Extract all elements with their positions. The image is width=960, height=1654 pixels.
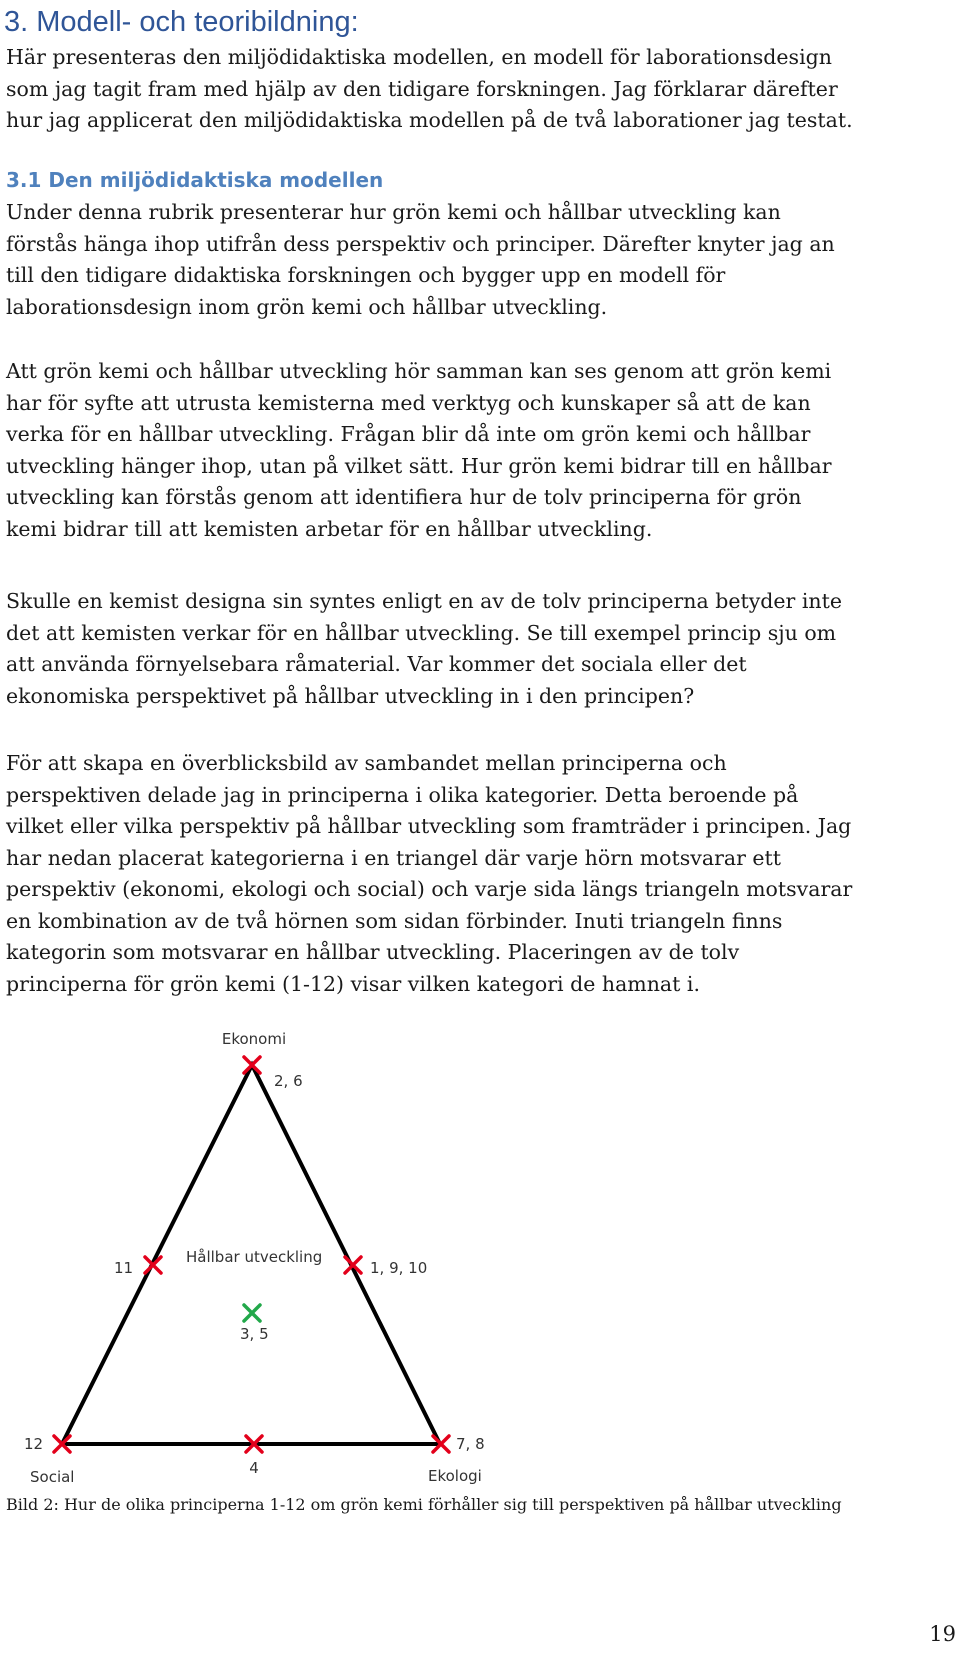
paragraph-3 (6, 586, 956, 712)
text-line: utveckling kan förstås genom att identifiera hur de tolv principerna för grön (6, 485, 802, 509)
text-line: har nedan placerat kategorierna i en triangel där varje hörn motsvarar ett (6, 845, 782, 870)
text-line: som jag tagit fram med hjälp av den tidigare forskningen. Jag förklarar därefter (6, 76, 838, 101)
vertex-label-bottom-right: Ekologi (428, 1467, 482, 1485)
marker-label-bottom-left: 12 (24, 1435, 44, 1453)
text-line: att använda förnyelsebara råmaterial. Var kommer det sociala eller det (6, 652, 747, 676)
marker-label-right-side: 1, 9, 10 (370, 1259, 428, 1277)
marker-label-center: 3, 5 (240, 1325, 269, 1343)
text-line: perspektiv (ekonomi, ekologi och social) och varje sida längs triangeln motsvarar (6, 877, 853, 901)
paragraph-2 (6, 356, 956, 545)
paragraph-1 (6, 197, 956, 323)
marker-label-left-side: 11 (114, 1259, 134, 1277)
figure-caption: Bild 2: Hur de olika principerna 1-12 om grön kemi förhåller sig till perspektiven på hållbar utveckling (6, 1495, 842, 1514)
text-line: Här presenteras den miljödidaktiska modellen, en modell för laborationsdesign (6, 45, 832, 69)
vertex-label-top: Ekonomi (221, 1030, 287, 1048)
section-heading: 3. Modell- och teoribildning: (4, 6, 359, 38)
text-line: verka för en hållbar utveckling. Frågan blir då inte om grön kemi och hållbar (6, 422, 811, 446)
marker-label-bottom-mid: 4 (249, 1459, 259, 1477)
text-line: kategorin som motsvarar en hållbar utveckling. Placeringen av de tolv (6, 940, 740, 964)
intro-paragraph (6, 42, 956, 137)
page-number: 19 (929, 1622, 956, 1646)
text-line: Skulle en kemist designa sin syntes enligt en av de tolv principerna betyder inte (6, 589, 842, 613)
paragraph-4 (6, 748, 956, 1000)
text-line: kemi bidrar till att kemisten arbetar för en hållbar utveckling. (6, 516, 653, 541)
subsection-heading: 3.1 Den miljödidaktiska modellen (6, 168, 384, 192)
text-line: hur jag applicerat den miljödidaktiska modellen på de två laborationer jag testat. (6, 108, 853, 132)
marker-top (244, 1057, 260, 1073)
marker-label-bottom-right: 7, 8 (456, 1435, 485, 1453)
text-line: Under denna rubrik presenterar hur grön kemi och hållbar utveckling kan (6, 200, 781, 224)
text-line: till den tidigare didaktiska forskningen och bygger upp en modell för (6, 263, 726, 287)
text-line: utveckling hänger ihop, utan på vilket sätt. Hur grön kemi bidrar till en hållbar (6, 453, 832, 478)
text-line: en kombination av de två hörnen som sidan förbinder. Inuti triangeln finns (6, 908, 783, 933)
text-line: ekonomiska perspektivet på hållbar utveckling in i den principen? (6, 683, 695, 708)
sustainability-triangle-diagram (0, 1015, 520, 1495)
text-line: förstås hänga ihop utifrån dess perspektiv och principer. Därefter knyter jag an (6, 231, 835, 256)
vertex-label-bottom-left: Social (30, 1468, 75, 1486)
text-line: har för syfte att utrusta kemisterna med verktyg och kunskaper så att de kan (6, 390, 811, 415)
triangle-svg (0, 1015, 520, 1495)
text-line: Att grön kemi och hållbar utveckling hör samman kan ses genom att grön kemi (6, 359, 832, 383)
marker-center (244, 1305, 260, 1321)
text-line: det att kemisten verkar för en hållbar utveckling. Se till exempel princip sju om (6, 620, 837, 645)
text-line: vilket eller vilka perspektiv på hållbar utveckling som framträder i principen. Jag (6, 814, 852, 838)
text-line: perspektiven delade jag in principerna i olika kategorier. Detta beroende på (6, 782, 799, 807)
marker-label-top: 2, 6 (274, 1072, 303, 1090)
text-line: laborationsdesign inom grön kemi och hållbar utveckling. (6, 294, 608, 319)
text-line: För att skapa en överblicksbild av sambandet mellan principerna och (6, 751, 727, 775)
text-line: principerna för grön kemi (1-12) visar vilken kategori de hamnat i. (6, 971, 700, 996)
center-label: Hållbar utveckling (186, 1248, 323, 1266)
